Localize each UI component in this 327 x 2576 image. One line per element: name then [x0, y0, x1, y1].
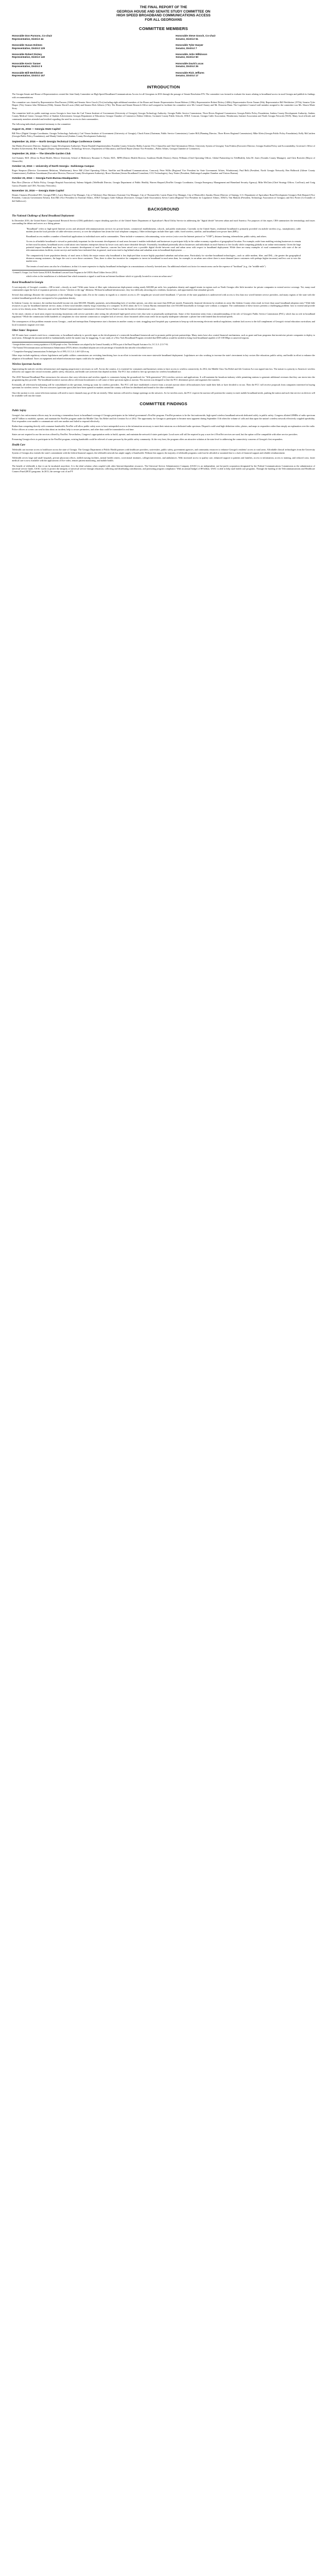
- member-name: Honorable David Lucas: [175, 62, 204, 65]
- meeting-date: September 29, 2016 — The Glenville Garden Club: [12, 152, 71, 155]
- committee-member: [175, 62, 315, 68]
- committee-member: [175, 34, 315, 40]
- wireless-auction-heading: Wireless Spectrum Auction: [12, 363, 41, 366]
- paragraph: At the onset, citizens of rural areas require increasing frustrations with service providers after seeing the advertised high-speed service tiers that went to perpetually underperform. Some of the frustration stems from a misunderstanding of the role of Georgia's Public Service Commission (PSC), which has no role in broadband regulation.⁵ While the commission fields hundreds of complaints for slow internet connection or complete lack of service, those frustrated callers must settle for an equally inadequate substitute: a phone line with limited data download speeds.: [12, 312, 315, 318]
- paragraph: Eventually, all television broadcasting will be consolidated on the spectrum, freeing up room for wireless providers. The FCC will have established a reserve from a second auction where all broadcasters have made their bids or have decided to sit out. Then the FCC will receive proposals from companies interested in buying spectrum for wireless service. The new airwaves (spectrum space) that have been opened in markets around the country will then be distributed and bound to the ultra-wideband.: [12, 383, 315, 389]
- rural-broadband-heading: Rural Broadband in Georgia: [12, 281, 44, 284]
- paragraph: All 50 states have created a task force, commission, or broadband authority to provide input on the development of a statewide broadband framework and to promote public-private partnerships. Many states have also created financial mechanisms, such as grant and loan programs that incentivize private companies to deploy to rural areas. Although the amount needed to fundamentally tackle the matter may be staggering. A case study of a New York Broadband Program revealed that $500 million would be needed to bring fixed broadband capable of 25-100 Mbps to unserved regions.: [12, 333, 315, 340]
- committee-member: [175, 44, 315, 50]
- paragraph: The following individuals presented testimony to the committee:: [12, 122, 71, 125]
- meeting-testimony: Jim Martin (Executive Director, Stephens County Development Authority); Wayne Randall (Superintendent, Franklin County Schools); Bobby Laurine (Vice Chancellor and Chief Information Officer, University System of Georgia); Tom Frittitta (Executive Director, Georgia Student Policy and Accountability, Governor's Office of Student Achievement); Bob Swiggum (Deputy Superintendent—Technology Services, Department of Education); and David Rayne (Senior Vice President—Public Affairs, Georgia Chamber of Commerce).: [12, 144, 315, 150]
- meeting-date: October 20, 2016 — Georgia Farm Bureau Headquarters: [12, 177, 78, 180]
- paragraph: The committee held six public meetings across Georgia to hear from the Carl Vinson Institute of Government (University of Georgia); Georgia Technology Authority; Georgia Public Service Commission; Three Rivers Regional Commission; Georgia Public Policy Foundation; Jenkins County Development Authority; Jenkins County Medical Center; Georgia Office of Student Achievement; Georgia Department of Education; Georgia Chamber of Commerce; Dalton Utilities; Gwinnett County Public Schools; AT&T; Comcast; Georgia Cable Association; Windstream; Internet Association and North Georgia Network (NGN). Many local officials and community members attended and testified regarding the need for access in their communities.: [12, 111, 315, 121]
- meeting-date: October 13, 2016 — University of North Georgia - Dahlonega Campus: [12, 164, 94, 167]
- meeting-date: November 10, 2016 — Georgia State Capitol: [12, 189, 64, 192]
- rural-broadband-body: [12, 286, 315, 326]
- paragraph: Other steps include regulatory reform: legislatures and public utilities commissions are revisiting franchising laws in an effort to incentivize even more statewide broadband deployment. Legislatures are also working to increase the state's investment in key sectors like education, public safety, and health in effort to enhance the adoption of broadband. Taxes on equipment and related infrastructure inputs could also be simplified.: [12, 354, 315, 360]
- member-role: Senator, District 26: [175, 65, 198, 68]
- meeting-date: September 15, 2016 — North Georgia Technical College Conference Center: [12, 140, 101, 143]
- introduction-body: [12, 93, 315, 125]
- paragraph: The comparatively lower population density of rural areas is likely the major reason why broadband is less deployed than in more highly populated suburban and urban areas. Particularly for wireline broadband technologies—such as cable modem, fiber, and DSL—the greater the geographical distances among customers, the larger the cost to serve those customers. Thus, there is often less incentive for companies to invest in broadband in rural areas than, for example, in an urban area where there is more demand (more customers with perhaps higher incomes) and less cost to wire the market area.: [26, 254, 301, 263]
- member-role: Representative, District 157: [12, 74, 45, 77]
- meeting-testimony: Bill Price (Digital Georgia Coordinator, Georgia Technology Authority); Carl Vinson Institute of Government (University of Georgia); Chuck Eaton (Chairman, Public Service Commission); Lanier Hill (Planning Director, Three Rivers Regional Commission); Mike Klein (Georgia Public Policy Foundation); Kelly McCutchen (Georgia Public Policy Foundation); and Mandy Underwood (Jenkins County Development Authority).: [12, 132, 315, 138]
- member-name: Honorable Steve Gooch, Co-chair: [175, 34, 216, 38]
- paragraph: In Jenkins County, for instance, the median household income sits near $30,000. Monthly payments, notwithstanding lack of wireline options, can often run more than $100 per month. Financially, financial decisions by residents in areas like Jenkins County often result in fewer than usual broadband adoption rates.⁴ With little resources to pay for broadband internet service, many of these rural families entirely forgo ownership of a computer. In 2014 alone, the U.S. Census Bureau estimated that over 810,000 households in Georgia were without a computer. The combination of these factors presents a challenging problem: how to extend and provide access to low density areas. Moreover, state and the Federal Communication Commission's Universal Service Fund to ease the burden of infrastructure costs.: [12, 301, 315, 310]
- committee-member: [12, 53, 152, 59]
- committee-member: [12, 62, 152, 68]
- national-challenge-body: [12, 219, 315, 268]
- members-title: COMMITTEE MEMBERS: [139, 26, 188, 32]
- member-role: Senator, District 50: [175, 56, 198, 59]
- background-title: BACKGROUND: [148, 206, 179, 212]
- health-care-body: [12, 448, 315, 473]
- header-line: FOR ALL GEORGIANS: [144, 17, 183, 22]
- paragraph: The Georgia Senate and House of Representatives created the Joint Study Committee on High Speed Broadband Communications Access for all Georgians in 2016 through the passage of Senate Resolution 876. The committee was formed to evaluate the issues relating to broadband access in rural Georgia and publish its findings with recommendations.: [12, 93, 315, 99]
- paragraph: Broadband access enables a number of beneficial applications to individual users and to communities. These include e-commerce, telecommuting, voice service (voice over the Internet protocol or "VOIP"), distance learning, telemedicine, public safety, and others.: [26, 235, 267, 238]
- members-list: [12, 34, 315, 80]
- header-line: GEORGIA HOUSE AND SENATE STUDY COMMITTEE ON: [117, 9, 210, 14]
- paragraph: ³ The National Telecommunications and Information Administration (NTIA) defines a broadband adoption rate as the percentage of households that subscribe to broadband service.: [12, 347, 153, 350]
- member-role: Representative, District 44: [12, 37, 44, 40]
- meeting-testimony: Joel Sumner, M.D. (Dean for Rural Health, Mercer University School of Medicine); Roxanne G. Parker, M.D., MPH (District Health Director, Southeast Health District); Sherry Williams (Chief Operating Officer, Global Partnership for TeleHealth); John M. Jones (Toombs County Manager); and Chris Roessler (Mayor of Glennville).: [12, 157, 315, 162]
- meeting-testimony: Roger Simpson (Director Government Relations, Windstream); Steve Hill (Chief Operating Officer, Satellite and Broadband Communications, Comcast); Peter Willis (Regional Vice President for State Government Affairs, Windstream); Paul Belk (President, North Georgia Network); Ben Holbrook (Gilmer County Commissioner); Kathleen Ausenbaum (Executive Director, Dawson County Development Authority); Bruce Abraham (Senior Broadband Consultant, CCG Technologies); Amy Nutter (President, Dahlonega-Lumpkin Chamber and Visitors Bureau).: [12, 168, 315, 175]
- header-line: THE FINAL REPORT OF THE: [140, 5, 187, 9]
- member-role: Senator, District 7: [175, 46, 197, 50]
- committee-member: [12, 71, 152, 77]
- members-left-column: [12, 34, 152, 80]
- member-name: Honorable Tyler Harper: [175, 44, 203, 47]
- paragraph: The 2010 National Broadband Plan restructures the airwaves that carry television and wireless signals to consumers laying the groundwork for "fifth generation" (5G) wireless services and applications. It will maintain the broadcast industry while permitting stations to generate additional revenues that they can invest into the programming they provide. The broadband incentive auction allows television broadcasters to sell some of their spectrum rights at auction. The auction was designed so that the FCC determines prices and organizes the transfers.: [12, 375, 315, 381]
- committee-member: [12, 34, 152, 40]
- paragraph: Once the auction is over, some television stations will need to move channels may go off the air entirely. Other stations will need to change openings on the airwaves. As for wireless users, the FCC expects the auction will position the country to meet mobile broadband needs, pushing the nation and such that service on devices will be available well into the future.: [12, 391, 315, 398]
- member-role: Representative, District 129: [12, 46, 45, 50]
- meetings-list: [12, 128, 315, 202]
- paragraph: ⁴ "Competitive Emerging Communications Technologies Act of 1995, O.C.G.A. § 46-5-220 et seq.: [12, 350, 90, 353]
- paragraph: Rather than competing directly with consumer bandwidth, FirstNet will allow public safety users to have unimpeded access to the information necessary to meet their missions on a dedicated radio spectrum. Dispatch could send high-definition video, photos, and maps to responders rather than simply an explanation over the radio. Police officers at scenes can send in data about an incident, help to secure perimeters, and other data could be transmitted in real time.: [12, 425, 315, 431]
- wireless-auction-body: [12, 368, 315, 397]
- paragraph: "Broadband" refers to high-speed Internet access and advanced telecommunications services for private homes, commercial establishments, schools, and public institutions. Currently in the United States, residential broadband is primarily provided via mobile wireless (e.g., smartphones), cable modem (from the local provider of cable television service), or over the telephone line (from the local telephone company). Other technologies include fiber optic cable, fixed wireless, satellite, and broadband over power lines (BPL).: [26, 227, 301, 233]
- paragraph: The consequences of this problem resonate across Georgia—rural and metropolitan. Entrepreneurs start a business in another county or state, struggling rural hospitals pay a premium to keep up with increasing electronic medical regulations; students lack access to the full complement of Georgia's virtual education curriculum; and local economies stagnate over time.: [12, 320, 315, 326]
- paragraph: Presuming Georgia elects to participate in the FirstNet program, existing bandwidth could be relieved of some pressure by the public safety community. At the very least, the program offers an attractive solution at the state level to addressing the connectivity concerns of Georgia's first responders.: [12, 438, 283, 441]
- paragraph: A vast majority of Georgia's counties—108 in total—classify as rural.³ With some forms of fiber optic infrastructure deployment costing nearly $40,000 per mile, low population density and rugged terrain in regions such as North Georgia offer little incentive for private companies to extend service coverage. Yet, many rural communities argue the lack of expansion presents a classic "chicken or the egg" dilemma. Without broadband infrastructure, they face difficulty attracting new residents, businesses, and opportunities that stimulate growth.: [12, 285, 315, 292]
- member-name: Honorable John Wilkinson: [175, 53, 208, 56]
- members-right-column: [175, 34, 315, 80]
- other-states-heading: Other States' Responses: [12, 329, 38, 332]
- paragraph: States are not required to use the services offered by FirstNet. Nevertheless, Congress's appropriation seeks to build, operate, and maintain the network if states participate. Local users will still be required to pay a user fee if FirstNet services are used, but the option will be compatible with other service providers.: [12, 432, 298, 436]
- member-role: Representative, District 140: [12, 56, 45, 59]
- meeting-date: August 31, 2016 — Georgia State Capitol: [12, 128, 60, 131]
- committee-member: [12, 44, 152, 50]
- findings-title: COMMITTEE FINDINGS: [140, 401, 187, 407]
- health-care-heading: Health Care: [12, 444, 26, 447]
- paragraph: Telehealth can increase access to healthcare across the state of Georgia. The Georgia Department of Public Health partners with healthcare providers, universities, public safety, government agencies, and community resources to enhance Georgia's residents' access to rural areas. Affordable clinical technologies from the University System of Georgia also extends the state's commitment with the federal financial support, the telehealth network has ample supply of bandwidth. Without this support, the majority of telehealth programs could not be afforded or sustained due to a lack of financial support and reliable reimbursement.: [12, 448, 315, 454]
- meeting-testimony: Dennis Chastain (President/CEO, Georgia EMC); Larry Hanson (City Manager, City of Valdosta); Don Atkinson (Assistant City Manager, City of Thomasville); Larren Dunn (City Manager, City of Blairsville); Sunday Dixon (Director of Strategy, U.S. Department of Agriculture Rural Development Georgia); Rob Shepard (Vice President, Comcast Government Affairs); Ken Hill (Vice President for External Affairs, AT&T Georgia); Gabe Sulliyan (Executive, Georgia Cable Association); Kevin Curtin (Regional Vice President for Legislative Affairs, AT&T); Tim Mattola (President, Technology Association of Georgia); and Eric Porter (Co-founder of theClubhou.se).: [12, 194, 315, 202]
- other-states-body: [12, 334, 315, 340]
- member-name: Honorable Rick Jeffares: [175, 71, 204, 74]
- committee-member: [175, 53, 315, 59]
- member-name: Honorable Kevin Tanner: [12, 62, 41, 65]
- member-role: Senator, District 17: [175, 74, 198, 77]
- report-header: [12, 5, 315, 22]
- introduction-title: INTRODUCTION: [147, 85, 180, 90]
- meeting-testimony: Bass Rice (Director of Public Policy, Georgia Hospital Association); Sulema Salgado (TeleHealth Director, Georgia Department of Public Health); Warren Shepard (FirstNet Georgia Coordinator, Georgia Emergency Management and Homeland Security Agency); Mike McClain (Chief Strategy Officer, ConTrust); and Craig Garcia (Founder and CEO, Nocentry Networks).: [12, 181, 315, 187]
- footnote: ¹ Lennard G. Kruger, Lisa Nicole Gurian, R13818, Broadband Loan and Grant Programs in the USDA's Rural Utilities Service (2014): [12, 271, 117, 274]
- paragraph: Georgia's law enforcement officers may be receiving a tremendous boost in broadband coverage if Georgia participates in the federal government's FirstNet program. FirstNet promises to be the first nationwide, high-speed wireless broadband network dedicated solely to public safety. Congress allotted 20MHz of radio spectrum and $7 billion to establish, operate, and maintain the FirstNet program under the Middle Class Tax Relief and Job Creation Act of 2012. The opportunity for Georgia to participate in became most apparent during September 11th when the volume of calls and data upon the nation's wireless network effectively crippled operability. First responders were unable to communicate with one another and failed to respond effectively.: [12, 414, 315, 423]
- member-role: Senator, District 51: [175, 37, 198, 40]
- member-name: Honorable Robert Dickey: [12, 53, 42, 56]
- paragraph: Several data rankings illustrate the consequences of the challenge. Georgia ranks 21st in the country in regards to a citizen's access to 25+ megabit per second wired broadband. 17 percent of the state population is underserved with access to less than two wired Internet service providers, and many regions of the state with the weakest broadband growth also correspond to low population density.: [12, 293, 315, 299]
- national-challenge-heading: The National Challenge of Rural Broadband Deployment: [12, 214, 74, 218]
- paragraph: ² Georgia defines rural as a county population of 35,000 people or less. This definition was adopted by the General Assembly in 1990 as part of the Rural Hospital Assistance Act, O.C.G.A. § 31-7-94.: [12, 343, 168, 346]
- paragraph: which refers to the installation of a dedicated line which transmits a signal to and from an Internet backbone which is typically located in or near an urban area.²: [26, 275, 173, 278]
- committee-member: [175, 71, 315, 77]
- footnotes: [12, 344, 315, 353]
- paragraph: Telehealth serves large and small hospitals, private physician offices, skilled nursing facilities, mental health centers, correctional institutes, colleges/universities, and ambulances. With increased access to quality care, enhanced support to patients and families, access to information, access to training, and reduced costs, faster medical care is now available with the applications of live video, remote patient monitoring, and mobile health.: [12, 456, 315, 462]
- paragraph: The terrain of rural areas can also be a hindrance, in that it is more expensive to deploy broadband technologies in a mountainous or heavily forested area. An additional related cost factor for remote areas can be the expense of "backhaul" (e.g., the "middle mile"): [26, 264, 266, 268]
- paragraph: The benefit of telehealth is that it can be incubated anywhere. It is the ideal solution when coupled with other Internet-dependent resources. The Universal Service Administrative Company (USAC) is an independent, not-for-profit corporation designated by the Federal Communications Commission as the administrator of universal service funds. USAC works to protect the integrity of universal service through education, collecting and distributing contributions, and promoting program compliance. With an annual budget of $9 billion, USAC is able to help rural health care programs. Through the funding of the Telecommunications and Healthcare Connect Fund (HCF) programs. In 2013, the average cost of an FY: [12, 464, 315, 473]
- member-role: Representative, District 9: [12, 65, 43, 68]
- header-line: HIGH SPEED BROADBAND COMMUNICATIONS ACCESS: [116, 14, 211, 18]
- paragraph: Access to affordable broadband is viewed as particularly important for the economic development of rural areas because it enables individuals and businesses to participate fully in the online economy regardless of geographical location. For example, aside from enabling existing businesses to remain in their rural locations, broadband access could attract new business enterprises drawn by lower costs and a more desirable lifestyle. Essentially, broadband potentially allows businesses and individuals in rural America to live locally while competing globally in an online environment. Given the large potential impact broadband may have on the economic development of rural America, concern has been raised over a possible digital divide between rural and urban areas with respect to broadband deployment. While there are many examples of rural communities with state of the art telecommunications facilities, recent surveys and studies have indicated that, in general, rural areas tend to lag behind urban and suburban areas in broadband deployment. . . .: [26, 240, 301, 252]
- member-name: Honorable Susan Holmes: [12, 44, 43, 47]
- paragraph: In December 2016, the United States Congressional Research Service (CRS) published a report detailing specifics of the United States Department of Agriculture's Rural Utility Service in addressing the "digital divide" between urban and rural America. For purposes of this report, CRS summarizes the terminology and issues surrounding the debate and serves as a fitting primer.: [12, 219, 315, 225]
- paragraph: The committee was chaired by Representative Don Parsons (160th) and Senator Steve Gooch (51st) including eight additional members of the House and Senate: Representative Susan Holmes (129th); Representative Robert Dickey (140th); Representative Kevin Tanner (9th); Representative Bill Werkheiser (157th); Senator Tyler Harper (7th); Senator John Wilkinson (50th); Senator David Lucas (26th) and Senator Rick Jeffares (17th). The House and Senate Research Office staff assigned to facilitate the committee were Mr. Lenard Chaney and Mr. Donavan Dunn. The Legislative Counsel staff member assigned to the committee was Ms. Shawn Marie Story.: [12, 101, 315, 110]
- paragraph: Appreciating the nation's wireless infrastructure and ongoing progression is necessary as well. Across the country, it is essential for consumers and businesses seems to have access to wireless connectivity. In 2012, the Middle Class Tax Relief and Job Creation Act was signed into law. The statute is a priority to America's wireless networks can support the critical economic, public safety, education, and health care activities that depend on them. The FCC has worked to free up spectrum for wireless broadband use.: [12, 367, 315, 374]
- public-safety-heading: Public Safety: [12, 410, 27, 413]
- other-states-continued: [12, 354, 315, 360]
- member-name: Honorable Bill Werkheiser: [12, 71, 44, 74]
- public-safety-body: [12, 414, 315, 441]
- member-name: Honorable Don Parsons, Co-chair: [12, 34, 52, 38]
